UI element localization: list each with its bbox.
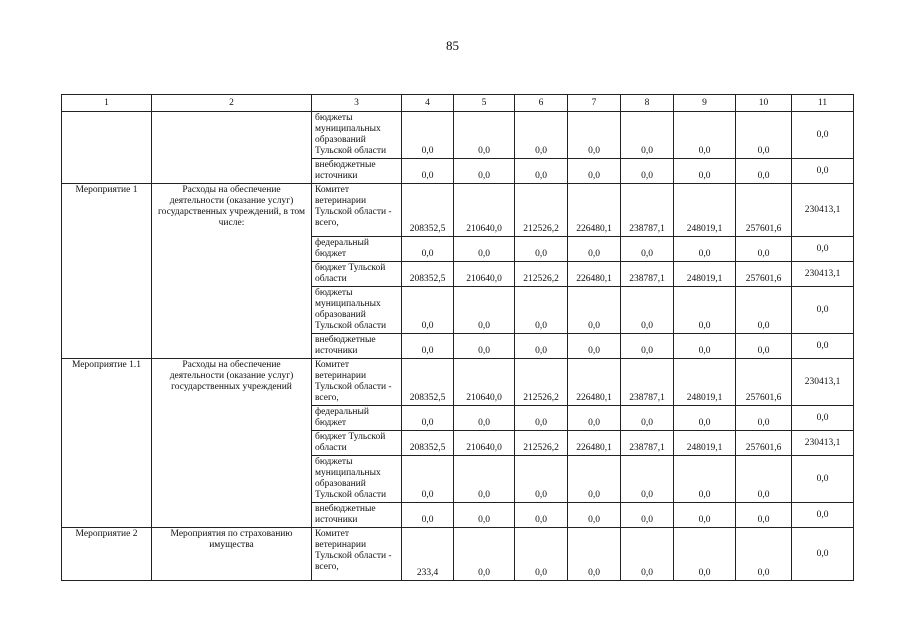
value-cell: 0,0 [568, 287, 621, 334]
funding-source-cell: внебюджетные источники [312, 334, 402, 359]
value-cell: 226480,1 [568, 262, 621, 287]
value-cell: 230413,1 [792, 262, 854, 287]
value-cell: 257601,6 [736, 431, 792, 456]
value-cell: 0,0 [454, 287, 515, 334]
value-cell: 0,0 [792, 503, 854, 528]
description-cell: Расходы на обеспечение деятельности (оказание услуг) государственных учреждений, в том числе: [152, 184, 312, 359]
value-cell: 0,0 [792, 287, 854, 334]
funding-source-cell: бюджеты муниципальных образований Тульской области [312, 287, 402, 334]
value-cell: 212526,2 [515, 431, 568, 456]
header-cell: 4 [402, 95, 454, 112]
value-cell: 0,0 [568, 456, 621, 503]
value-cell: 0,0 [736, 159, 792, 184]
value-cell: 210640,0 [454, 184, 515, 237]
funding-source-cell: Комитет ветеринарии Тульской области - всего, [312, 359, 402, 406]
header-cell: 3 [312, 95, 402, 112]
value-cell: 0,0 [736, 406, 792, 431]
value-cell: 208352,5 [402, 184, 454, 237]
value-cell: 0,0 [621, 334, 674, 359]
header-cell: 2 [152, 95, 312, 112]
value-cell: 0,0 [792, 528, 854, 581]
value-cell: 230413,1 [792, 431, 854, 456]
funding-source-cell: бюджет Тульской области [312, 262, 402, 287]
value-cell: 0,0 [736, 334, 792, 359]
value-cell: 0,0 [621, 159, 674, 184]
value-cell: 0,0 [454, 406, 515, 431]
table-row [62, 112, 854, 159]
value-cell: 257601,6 [736, 359, 792, 406]
value-cell: 208352,5 [402, 262, 454, 287]
value-cell: 0,0 [454, 159, 515, 184]
funding-source-cell: бюджет Тульской области [312, 431, 402, 456]
value-cell: 0,0 [674, 237, 736, 262]
funding-source-cell: Комитет ветеринарии Тульской области - всего, [312, 184, 402, 237]
table-row [62, 359, 854, 406]
description-cell: Мероприятия по страхованию имущества [152, 528, 312, 581]
value-cell: 0,0 [402, 287, 454, 334]
value-cell: 212526,2 [515, 359, 568, 406]
value-cell: 248019,1 [674, 431, 736, 456]
value-cell: 238787,1 [621, 431, 674, 456]
value-cell: 0,0 [674, 334, 736, 359]
funding-source-cell: внебюджетные источники [312, 159, 402, 184]
value-cell: 0,0 [515, 456, 568, 503]
value-cell: 238787,1 [621, 262, 674, 287]
measure-cell [62, 112, 152, 184]
value-cell: 210640,0 [454, 431, 515, 456]
value-cell: 0,0 [402, 237, 454, 262]
value-cell: 0,0 [568, 159, 621, 184]
value-cell: 0,0 [736, 456, 792, 503]
value-cell: 0,0 [736, 237, 792, 262]
value-cell: 0,0 [568, 237, 621, 262]
value-cell: 0,0 [515, 528, 568, 581]
funding-source-cell: бюджеты муниципальных образований Тульской области [312, 112, 402, 159]
value-cell: 0,0 [792, 334, 854, 359]
header-cell: 6 [515, 95, 568, 112]
value-cell: 0,0 [674, 503, 736, 528]
value-cell: 0,0 [454, 334, 515, 359]
header-cell: 1 [62, 95, 152, 112]
value-cell: 208352,5 [402, 359, 454, 406]
header-cell: 11 [792, 95, 854, 112]
value-cell: 0,0 [515, 503, 568, 528]
value-cell: 230413,1 [792, 184, 854, 237]
value-cell: 0,0 [402, 159, 454, 184]
value-cell: 0,0 [674, 112, 736, 159]
value-cell: 0,0 [515, 237, 568, 262]
value-cell: 248019,1 [674, 359, 736, 406]
budget-table [61, 94, 854, 581]
value-cell: 238787,1 [621, 184, 674, 237]
value-cell: 0,0 [736, 503, 792, 528]
value-cell: 0,0 [621, 237, 674, 262]
value-cell: 212526,2 [515, 184, 568, 237]
funding-source-cell: Комитет ветеринарии Тульской области - всего, [312, 528, 402, 581]
value-cell: 0,0 [454, 237, 515, 262]
value-cell: 0,0 [515, 159, 568, 184]
value-cell: 248019,1 [674, 184, 736, 237]
funding-source-cell: внебюджетные источники [312, 503, 402, 528]
value-cell: 257601,6 [736, 184, 792, 237]
value-cell: 230413,1 [792, 359, 854, 406]
value-cell: 0,0 [515, 406, 568, 431]
value-cell: 257601,6 [736, 262, 792, 287]
value-cell: 0,0 [621, 287, 674, 334]
value-cell: 0,0 [454, 528, 515, 581]
value-cell: 0,0 [674, 406, 736, 431]
value-cell: 0,0 [515, 112, 568, 159]
value-cell: 0,0 [402, 456, 454, 503]
value-cell: 0,0 [568, 334, 621, 359]
table-row [62, 528, 854, 581]
value-cell: 0,0 [792, 456, 854, 503]
value-cell: 226480,1 [568, 431, 621, 456]
value-cell: 0,0 [402, 334, 454, 359]
value-cell: 0,0 [568, 503, 621, 528]
page-number: 85 [446, 38, 459, 53]
measure-cell: Мероприятие 1 [62, 184, 152, 359]
funding-source-cell: федеральный бюджет [312, 237, 402, 262]
value-cell: 0,0 [674, 159, 736, 184]
measure-cell: Мероприятие 2 [62, 528, 152, 581]
funding-source-cell: федеральный бюджет [312, 406, 402, 431]
value-cell: 0,0 [454, 112, 515, 159]
value-cell: 0,0 [736, 287, 792, 334]
measure-cell: Мероприятие 1.1 [62, 359, 152, 528]
header-cell: 9 [674, 95, 736, 112]
value-cell: 0,0 [736, 112, 792, 159]
description-cell [152, 112, 312, 184]
value-cell: 0,0 [515, 287, 568, 334]
header-cell: 5 [454, 95, 515, 112]
value-cell: 0,0 [621, 406, 674, 431]
header-cell: 10 [736, 95, 792, 112]
header-cell: 7 [568, 95, 621, 112]
value-cell: 226480,1 [568, 359, 621, 406]
value-cell: 0,0 [621, 528, 674, 581]
value-cell: 0,0 [515, 334, 568, 359]
value-cell: 0,0 [454, 503, 515, 528]
value-cell: 0,0 [674, 287, 736, 334]
value-cell: 238787,1 [621, 359, 674, 406]
table-body [62, 95, 854, 581]
value-cell: 0,0 [621, 456, 674, 503]
value-cell: 233,4 [402, 528, 454, 581]
value-cell: 0,0 [402, 112, 454, 159]
value-cell: 248019,1 [674, 262, 736, 287]
description-cell: Расходы на обеспечение деятельности (оказание услуг) государственных учреждений [152, 359, 312, 528]
value-cell: 0,0 [792, 112, 854, 159]
value-cell: 0,0 [454, 456, 515, 503]
value-cell: 0,0 [568, 528, 621, 581]
value-cell: 0,0 [674, 456, 736, 503]
value-cell: 0,0 [568, 112, 621, 159]
value-cell: 210640,0 [454, 359, 515, 406]
value-cell: 210640,0 [454, 262, 515, 287]
table-row [62, 184, 854, 237]
header-cell: 8 [621, 95, 674, 112]
value-cell: 0,0 [402, 503, 454, 528]
value-cell: 226480,1 [568, 184, 621, 237]
value-cell: 208352,5 [402, 431, 454, 456]
value-cell: 0,0 [621, 112, 674, 159]
value-cell: 0,0 [736, 528, 792, 581]
value-cell: 0,0 [674, 528, 736, 581]
value-cell: 0,0 [568, 406, 621, 431]
value-cell: 212526,2 [515, 262, 568, 287]
table-header-row [62, 95, 854, 112]
value-cell: 0,0 [792, 237, 854, 262]
value-cell: 0,0 [792, 406, 854, 431]
value-cell: 0,0 [792, 159, 854, 184]
funding-source-cell: бюджеты муниципальных образований Тульской области [312, 456, 402, 503]
value-cell: 0,0 [402, 406, 454, 431]
value-cell: 0,0 [621, 503, 674, 528]
